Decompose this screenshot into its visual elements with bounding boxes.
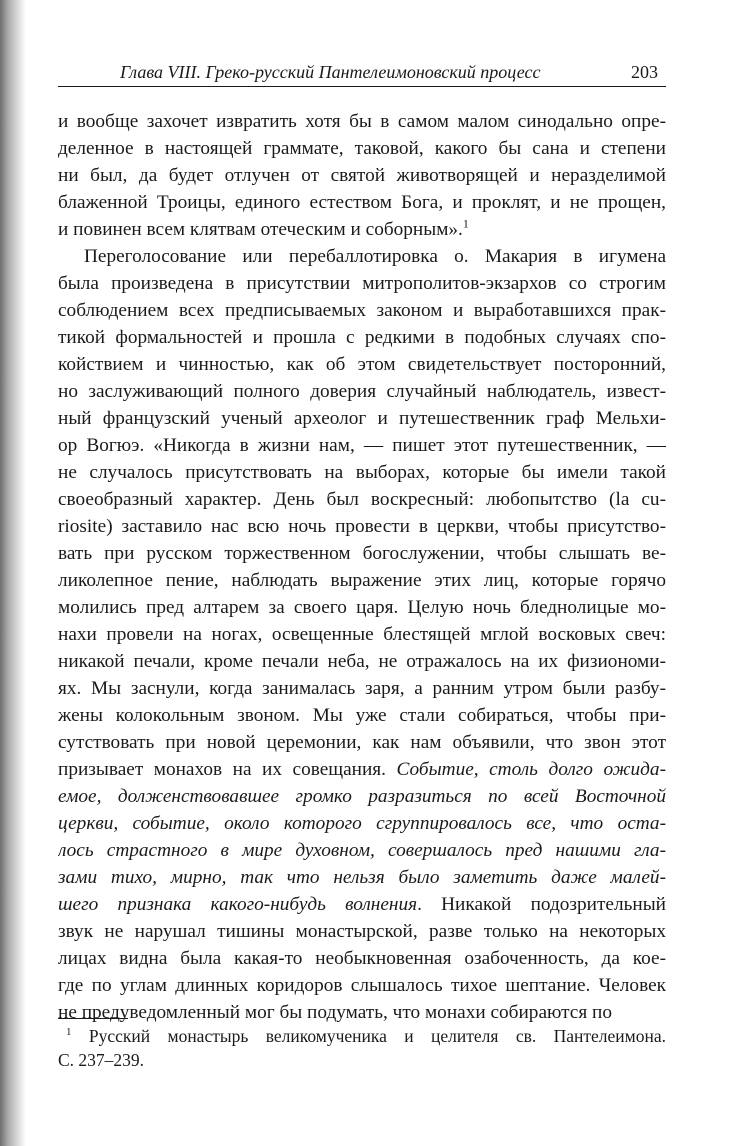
text-line [58, 405, 666, 432]
footnote-line [58, 1024, 666, 1048]
text-segment: не предуведомленный мог бы подумать, что монахи собираются по [58, 1002, 613, 1023]
italic-text: церкви, событие, около которого сгруппировалось все, что оста- [58, 813, 666, 834]
text-line [58, 891, 666, 918]
text-line [58, 378, 666, 405]
page-number: 203 [631, 62, 658, 82]
text-segment: молились пред алтарем за своего царя. Целую ночь бледнолицые мо- [58, 597, 666, 618]
text-line [58, 540, 666, 567]
text-line [58, 459, 666, 486]
italic-text: лось страстного в мире духовном, совершалось пред нашими гла- [58, 840, 666, 861]
text-line [58, 594, 666, 621]
text-line [58, 270, 666, 297]
footnote-marker: 1 [66, 1026, 72, 1039]
text-line [58, 810, 666, 837]
chapter-title: Глава VIII. Греко-русский Пантелеимоновский процесс [120, 62, 541, 82]
text-segment: блаженной Троицы, единого естеством Бога, и проклят, и не прощен, [58, 192, 666, 213]
text-line [58, 351, 666, 378]
italic-text: Событие, столь долго ожида- [396, 759, 666, 780]
text-line [58, 513, 666, 540]
page-spine-shadow [0, 0, 26, 1146]
text-line [58, 189, 666, 216]
text-line [58, 162, 666, 189]
text-segment: . Никакой подозрительный [417, 894, 666, 915]
text-segment: ликолепное пение, наблюдать выражение этих лиц, которые горячо [58, 570, 666, 591]
footnotes [58, 1024, 666, 1072]
text-segment: вать при русском торжественном богослужении, чтобы слышать ве- [58, 543, 666, 564]
text-line [58, 837, 666, 864]
text-segment: и повинен всем клятвам отеческим и соборным». [58, 219, 463, 240]
text-line [58, 243, 666, 270]
italic-text: зами тихо, мирно, так что нельзя было заметить даже малей- [58, 867, 666, 888]
text-segment: не случалось присутствовать на выборах, которые бы имели такой [58, 462, 666, 483]
text-segment: своеобразный характер. День был воскресный: любопытство (la cu- [58, 489, 666, 510]
text-line [58, 756, 666, 783]
footnote-line: С. 237–239. [58, 1050, 145, 1070]
footnote-divider [58, 1018, 128, 1019]
text-line [58, 729, 666, 756]
text-segment: соблюдением всех предписываемых законом и выработавшихся прак- [58, 300, 666, 321]
text-segment: звук не нарушал тишины монастырской, разве только на некоторых [58, 921, 666, 942]
text-segment: жены колокольным звоном. Мы уже стали собираться, чтобы при- [58, 705, 666, 726]
text-segment: никакой печали, кроме печали неба, не отражалось на их физиономи- [58, 651, 666, 672]
text-segment: лицах видна была какая-то необыкновенная озабоченность, да кое- [58, 948, 666, 969]
italic-text: емое, долженствовавшее громко разразиться по всей Восточной [58, 786, 666, 807]
text-line [58, 135, 666, 162]
text-segment: ях. Мы заснули, когда занималась заря, а ранним утром были разбу- [58, 678, 666, 699]
text-line [58, 783, 666, 810]
footnote-text: Русский монастырь великомученика и целителя св. Пантелеимона. [71, 1026, 666, 1046]
text-segment: деленное в настоящей граммате, таковой, какого бы сана и степени [58, 138, 666, 159]
text-line [58, 216, 666, 243]
text-line [58, 486, 666, 513]
text-segment: ный французский ученый археолог и путешественник граф Мельхи- [58, 408, 666, 429]
text-line [58, 432, 666, 459]
text-segment: и вообще захочет извратить хотя бы в самом малом синодально опре- [58, 111, 666, 132]
text-segment: койствием и чинностью, как об этом свидетельствует посторонний, [58, 354, 666, 375]
text-line [58, 918, 666, 945]
body-text [58, 108, 666, 1026]
text-segment: была произведена в присутствии митрополитов-экзархов со строгим [58, 273, 666, 294]
text-segment: где по углам длинных коридоров слышалось тихое шептание. Человек [58, 975, 666, 996]
text-line [58, 864, 666, 891]
text-segment: ни был, да будет отлучен от святой животворящей и неразделимой [58, 165, 666, 186]
running-header [58, 56, 666, 87]
text-line [58, 648, 666, 675]
text-line [58, 702, 666, 729]
text-line [58, 108, 666, 135]
text-line [58, 999, 666, 1026]
italic-text: шего признака какого-нибудь волнения [58, 894, 418, 915]
text-segment: ор Вогюэ. «Никогда в жизни нам, — пишет этот путешественник, — [58, 435, 666, 456]
text-segment: но заслуживающий полного доверия случайный наблюдатель, извест- [58, 381, 666, 402]
text-line [58, 297, 666, 324]
text-segment: нахи провели на ногах, освещенные блестящей мглой восковых свеч: [58, 624, 666, 645]
text-line [58, 945, 666, 972]
text-line [58, 567, 666, 594]
text-segment: сутствовать при новой церемонии, как нам объявили, что звон этот [58, 732, 666, 753]
footnote-reference[interactable]: 1 [462, 216, 469, 231]
text-line [58, 621, 666, 648]
text-line [58, 324, 666, 351]
text-line [58, 675, 666, 702]
text-segment: тикой формальностей и прошла с редкими в подобных случаях спо- [58, 327, 666, 348]
text-segment: призывает монахов на их совещания. [58, 759, 397, 780]
text-line [58, 972, 666, 999]
text-segment: riosite) заставило нас всю ночь провести в церкви, чтобы присутство- [58, 516, 666, 537]
text-segment: Переголосование или перебаллотировка о. Макария в игумена [84, 246, 666, 267]
